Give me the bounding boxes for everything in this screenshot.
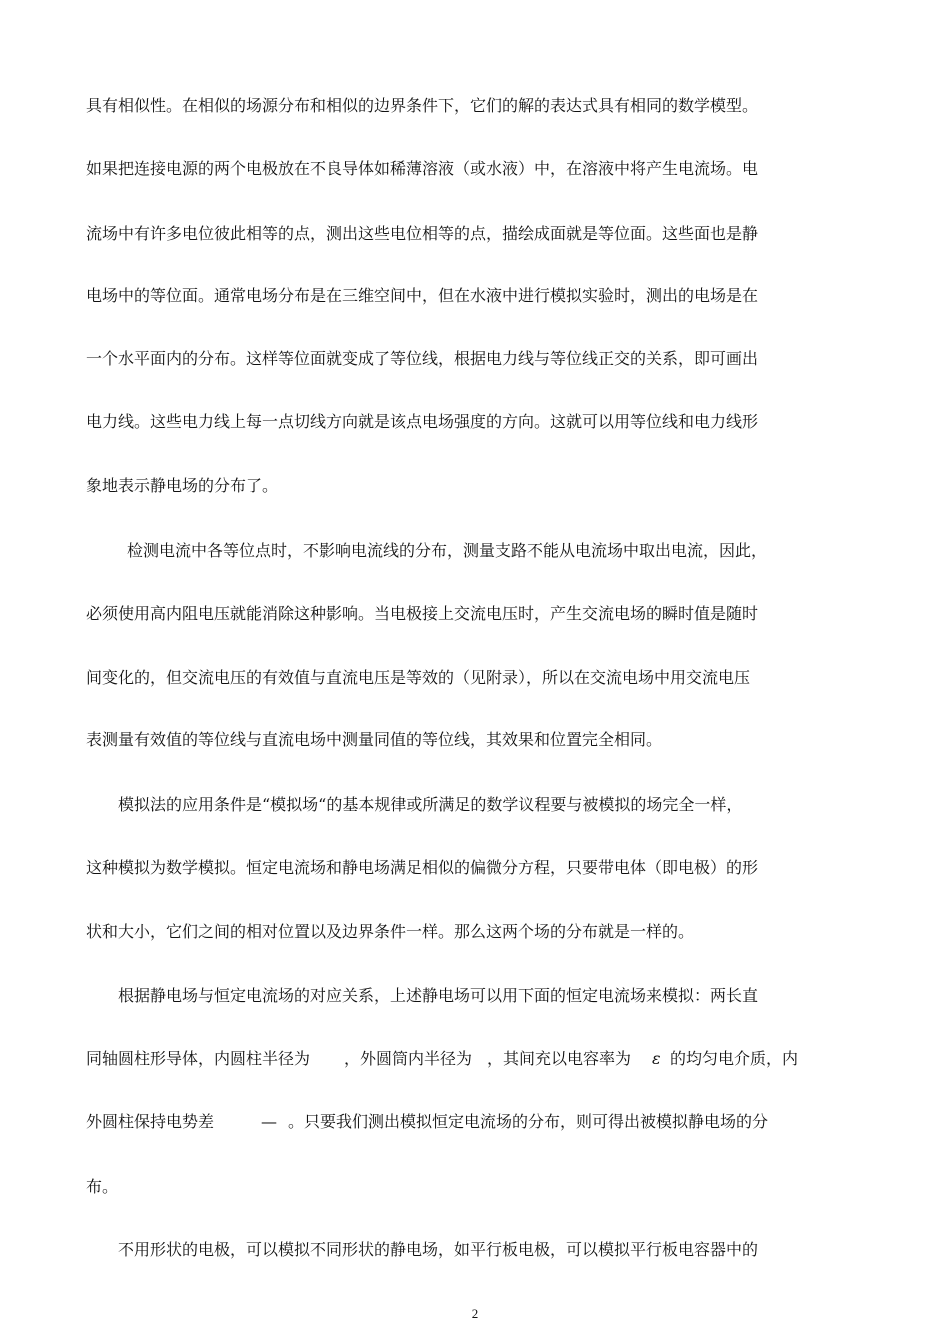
text-line bbox=[0, 1047, 950, 1071]
text-line bbox=[0, 602, 950, 626]
text-line bbox=[0, 1110, 950, 1134]
text-line bbox=[0, 1238, 950, 1262]
text-line bbox=[0, 157, 950, 181]
text-line bbox=[0, 856, 950, 880]
text-segment: 状和大小，它们之间的相对位置以及边界条件一样。那么这两个场的分布就是一样的。 bbox=[86, 922, 695, 941]
text-segment: 流场中有许多电位彼此相等的点，测出这些电位相等的点，描绘成面就是等位面。这些面也是静 bbox=[86, 224, 759, 243]
text-segment: 电场中的等位面。通常电场分布是在三维空间中，但在水液中进行模拟实验时，测出的电场是在 bbox=[86, 286, 759, 305]
text-line bbox=[0, 920, 950, 944]
epsilon-symbol: ε bbox=[652, 1049, 661, 1068]
text-line bbox=[0, 984, 950, 1008]
text-segment: — bbox=[261, 1112, 277, 1131]
text-line bbox=[0, 347, 950, 371]
text-segment: 。只要我们测出模拟恒定电流场的分布，则可得出被模拟静电场的分 bbox=[288, 1112, 769, 1131]
text-segment: 具有相似性。在相似的场源分布和相似的边界条件下，它们的解的表达式具有相同的数学模型。 bbox=[86, 96, 759, 115]
text-line bbox=[0, 284, 950, 308]
text-line bbox=[0, 474, 950, 498]
text-line bbox=[0, 222, 950, 246]
text-segment: 外圆柱保持电势差 bbox=[86, 1112, 215, 1131]
text-line bbox=[0, 793, 950, 817]
text-segment: 不用形状的电极，可以模拟不同形状的静电场，如平行板电极，可以模拟平行板电容器中的 bbox=[118, 1240, 759, 1259]
text-line bbox=[0, 666, 950, 690]
text-segment: 电力线。这些电力线上每一点切线方向就是该点电场强度的方向。这就可以用等位线和电力线形 bbox=[86, 412, 759, 431]
text-segment: 表测量有效值的等位线与直流电场中测量同值的等位线，其效果和位置完全相同。 bbox=[86, 730, 663, 749]
page-number: 2 bbox=[471, 1306, 479, 1321]
text-line bbox=[0, 1175, 950, 1199]
text-line bbox=[0, 728, 950, 752]
text-segment: 象地表示静电场的分布了。 bbox=[86, 476, 279, 495]
text-segment: ，其间充以电容率为 bbox=[487, 1049, 632, 1068]
text-segment: 如果把连接电源的两个电极放在不良导体如稀薄溶液（或水液）中，在溶液中将产生电流场。电 bbox=[86, 159, 759, 178]
text-line bbox=[0, 539, 950, 563]
text-segment: ，外圆筒内半径为 bbox=[344, 1049, 473, 1068]
text-segment: 间变化的，但交流电压的有效值与直流电压是等效的（见附录），所以在交流电场中用交流电压 bbox=[86, 668, 751, 687]
text-segment: 这种模拟为数学模拟。恒定电流场和静电场满足相似的偏微分方程，只要带电体（即电极）的形 bbox=[86, 858, 759, 877]
text-segment: 必须使用高内阻电压就能消除这种影响。当电极接上交流电压时，产生交流电场的瞬时值是随时 bbox=[86, 604, 759, 623]
text-segment: 布。 bbox=[86, 1177, 119, 1196]
text-segment: 模拟法的应用条件是“模拟场“的基本规律或所满足的数学议程要与被模拟的场完全一样， bbox=[118, 795, 743, 814]
text-segment: 的均匀电介质，内 bbox=[670, 1049, 799, 1068]
text-line bbox=[0, 94, 950, 118]
text-segment: 检测电流中各等位点时，不影响电流线的分布，测量支路不能从电流场中取出电流，因此， bbox=[127, 541, 768, 560]
text-line bbox=[0, 410, 950, 434]
text-segment: 一个水平面内的分布。这样等位面就变成了等位线，根据电力线与等位线正交的关系，即可画出 bbox=[86, 349, 759, 368]
text-segment: 同轴圆柱形导体，内圆柱半径为 bbox=[86, 1049, 311, 1068]
text-segment: 根据静电场与恒定电流场的对应关系，上述静电场可以用下面的恒定电流场来模拟：两长直 bbox=[118, 986, 759, 1005]
